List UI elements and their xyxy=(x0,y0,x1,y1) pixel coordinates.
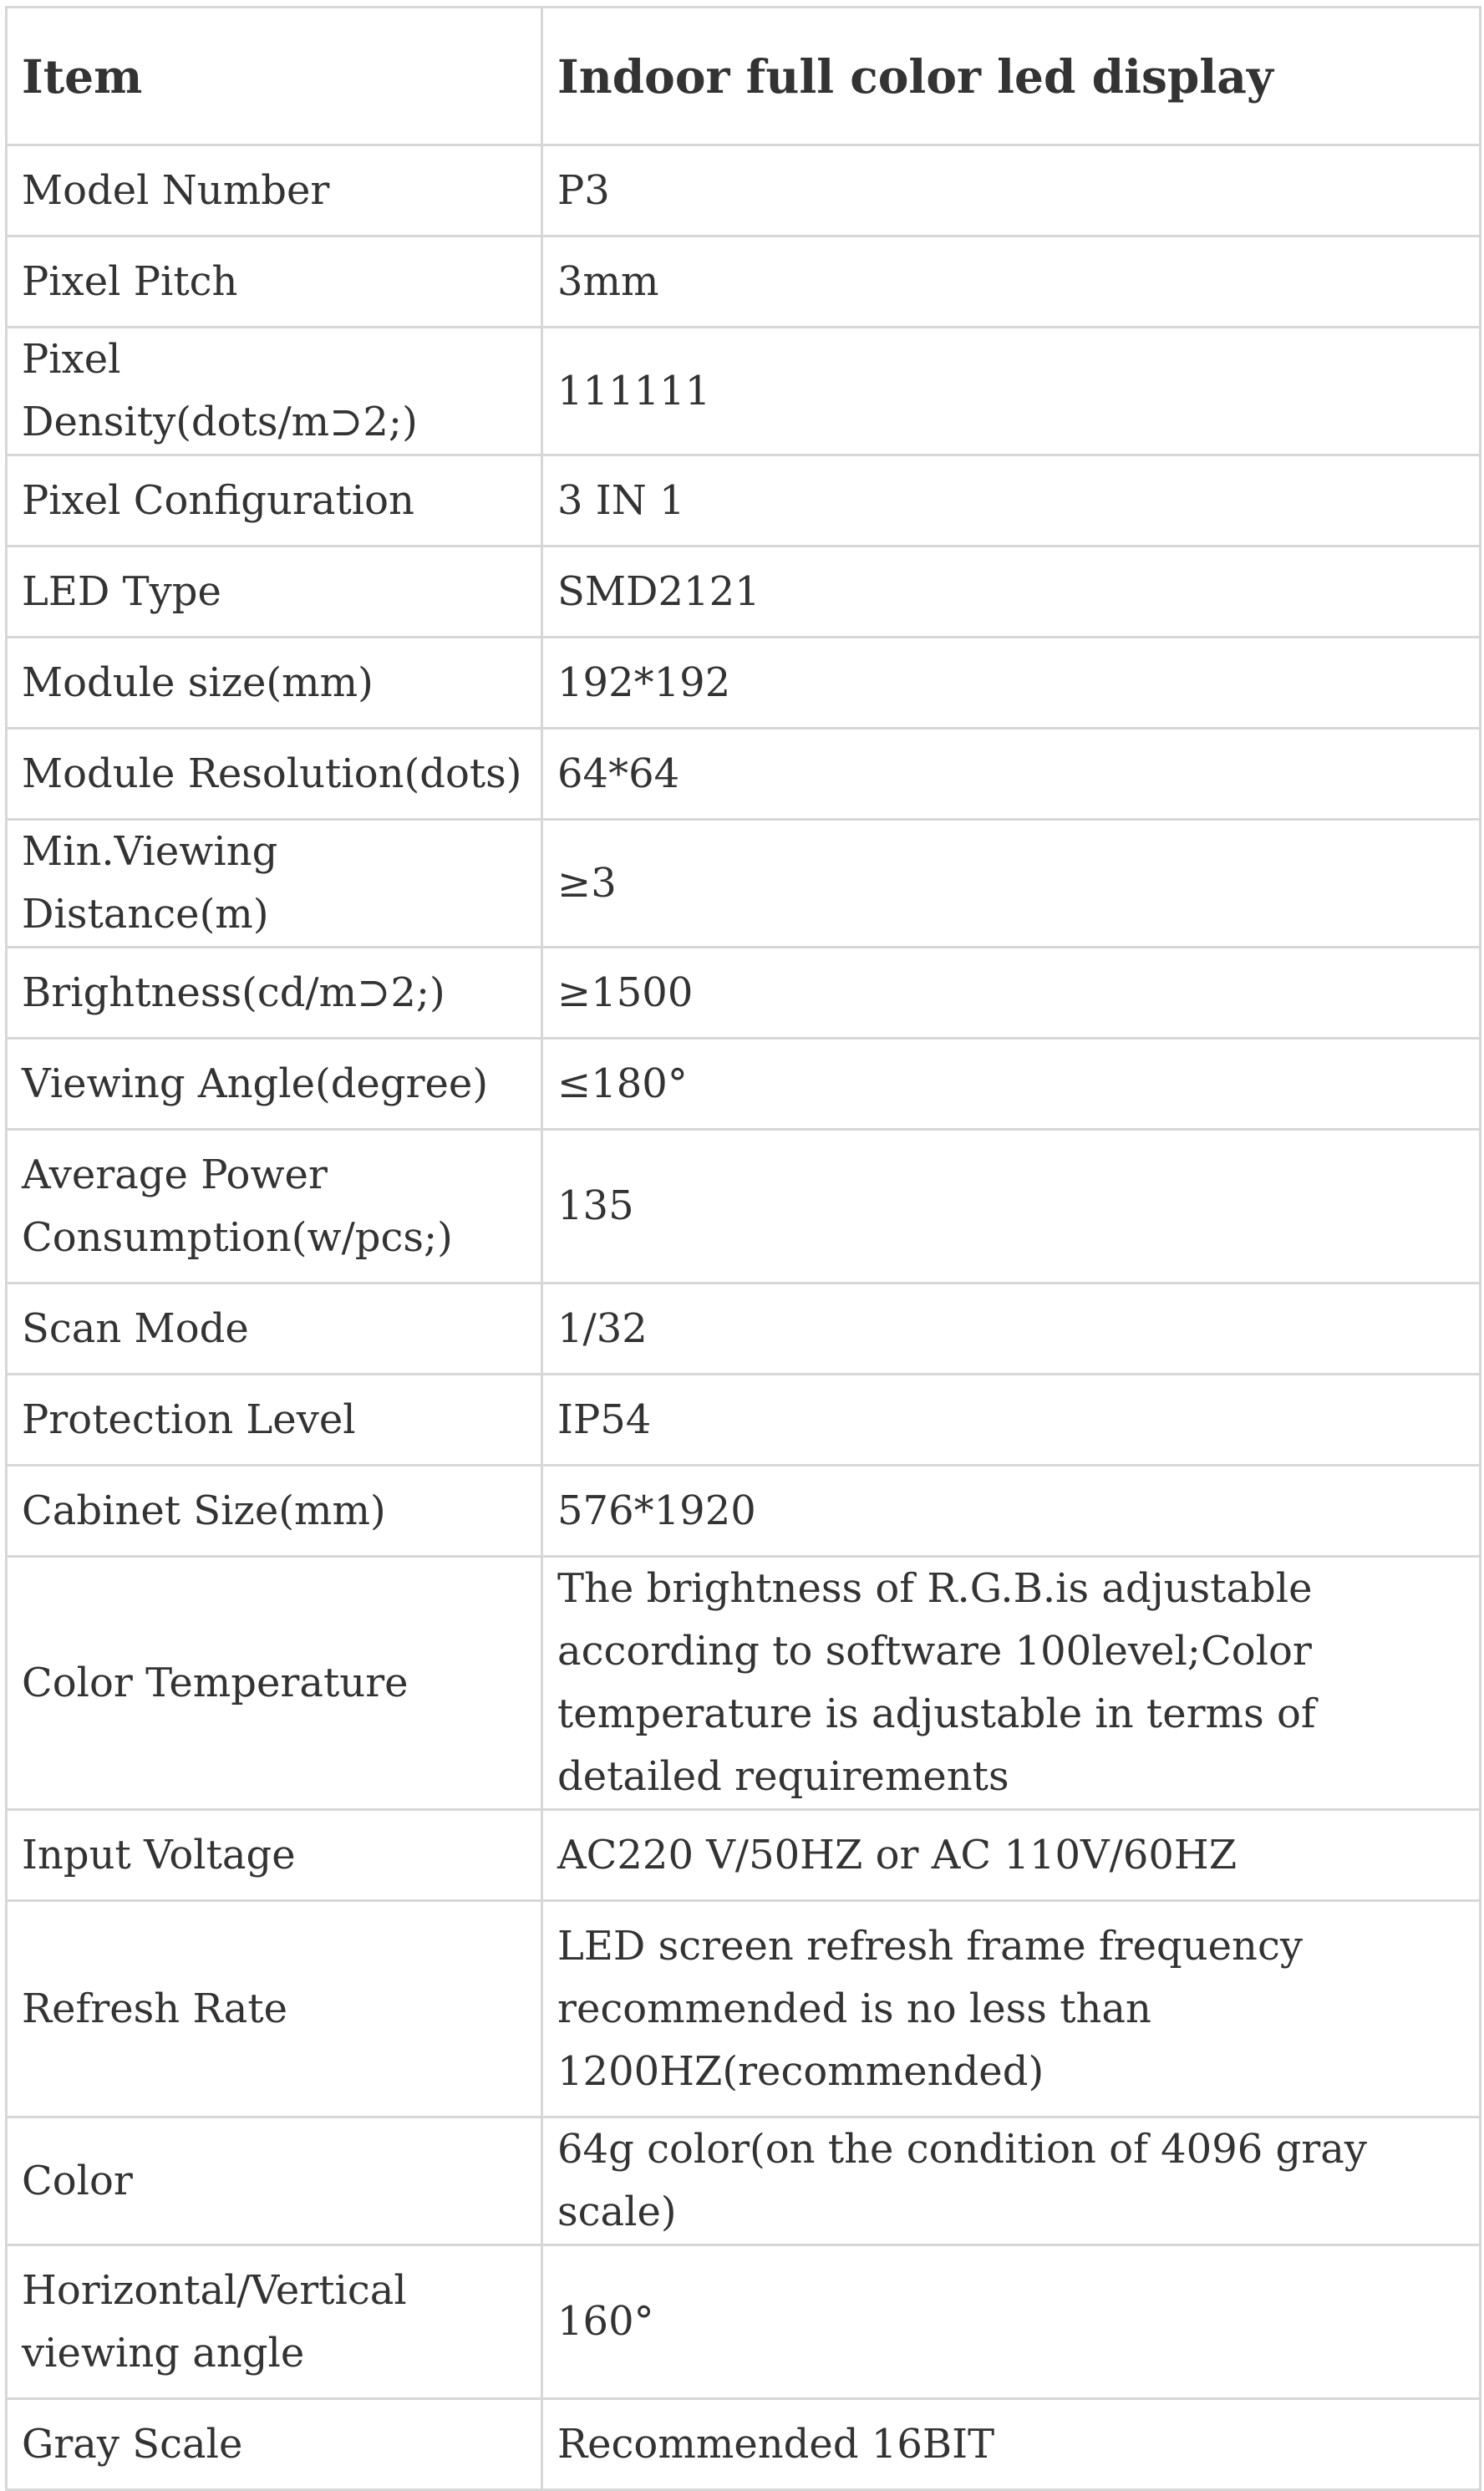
row-label: Gray Scale xyxy=(7,2399,542,2490)
row-label: Pixel Density(dots/m⊃2;) xyxy=(7,328,542,455)
row-label: Viewing Angle(degree) xyxy=(7,1039,542,1130)
row-label: Protection Level xyxy=(7,1375,542,1466)
row-label: Brightness(cd/m⊃2;) xyxy=(7,948,542,1039)
header-product: Indoor full color led display xyxy=(542,8,1481,145)
row-label: Pixel Configuration xyxy=(7,455,542,546)
row-value: 3 IN 1 xyxy=(542,455,1481,546)
row-label: Average Power Consumption(w/pcs;) xyxy=(7,1130,542,1284)
table-row xyxy=(7,820,1481,948)
row-label: Module size(mm) xyxy=(7,638,542,729)
row-value: ≥3 xyxy=(542,820,1481,948)
row-value: 160° xyxy=(542,2245,1481,2399)
table-row xyxy=(7,1810,1481,1901)
row-label: Cabinet Size(mm) xyxy=(7,1466,542,1557)
table-row xyxy=(7,2117,1481,2245)
table-row xyxy=(7,546,1481,638)
row-value: 192*192 xyxy=(542,638,1481,729)
row-value: 64g color(on the condition of 4096 gray scale) xyxy=(542,2117,1481,2245)
table-row xyxy=(7,1375,1481,1466)
row-label: Horizontal/Vertical viewing angle xyxy=(7,2245,542,2399)
row-label: Model Number xyxy=(7,145,542,236)
header-item: Item xyxy=(7,8,542,145)
row-value: LED screen refresh frame frequency recommended is no less than 1200HZ(recommended) xyxy=(542,1901,1481,2117)
row-value: 3mm xyxy=(542,236,1481,328)
table-row xyxy=(7,729,1481,820)
table-row xyxy=(7,1284,1481,1375)
table-header-row xyxy=(7,8,1481,145)
row-value: 1/32 xyxy=(542,1284,1481,1375)
row-label: Color Temperature xyxy=(7,1557,542,1810)
row-value: ≤180° xyxy=(542,1039,1481,1130)
spec-table xyxy=(5,6,1481,2491)
table-row xyxy=(7,328,1481,455)
table-row xyxy=(7,145,1481,236)
row-label: Min.Viewing Distance(m) xyxy=(7,820,542,948)
table-row xyxy=(7,2245,1481,2399)
table-row xyxy=(7,638,1481,729)
table-row xyxy=(7,948,1481,1039)
row-label: Pixel Pitch xyxy=(7,236,542,328)
table-row xyxy=(7,1466,1481,1557)
row-value: Recommended 16BIT xyxy=(542,2399,1481,2490)
row-value: IP54 xyxy=(542,1375,1481,1466)
row-value: 576*1920 xyxy=(542,1466,1481,1557)
table-row xyxy=(7,236,1481,328)
row-value: P3 xyxy=(542,145,1481,236)
row-value: AC220 V/50HZ or AC 110V/60HZ xyxy=(542,1810,1481,1901)
row-label: Refresh Rate xyxy=(7,1901,542,2117)
row-label: LED Type xyxy=(7,546,542,638)
table-row xyxy=(7,1130,1481,1284)
row-value: SMD2121 xyxy=(542,546,1481,638)
table-row xyxy=(7,1901,1481,2117)
row-label: Color xyxy=(7,2117,542,2245)
row-value: The brightness of R.G.B.is adjustable according to software 100level;Color temperature is adjustable in terms of detailed requirements xyxy=(542,1557,1481,1810)
table-row xyxy=(7,455,1481,546)
row-value: 111111 xyxy=(542,328,1481,455)
row-value: ≥1500 xyxy=(542,948,1481,1039)
row-label: Module Resolution(dots) xyxy=(7,729,542,820)
row-value: 135 xyxy=(542,1130,1481,1284)
table-row xyxy=(7,1039,1481,1130)
row-value: 64*64 xyxy=(542,729,1481,820)
row-label: Scan Mode xyxy=(7,1284,542,1375)
table-row xyxy=(7,2399,1481,2490)
row-label: Input Voltage xyxy=(7,1810,542,1901)
table-row xyxy=(7,1557,1481,1810)
